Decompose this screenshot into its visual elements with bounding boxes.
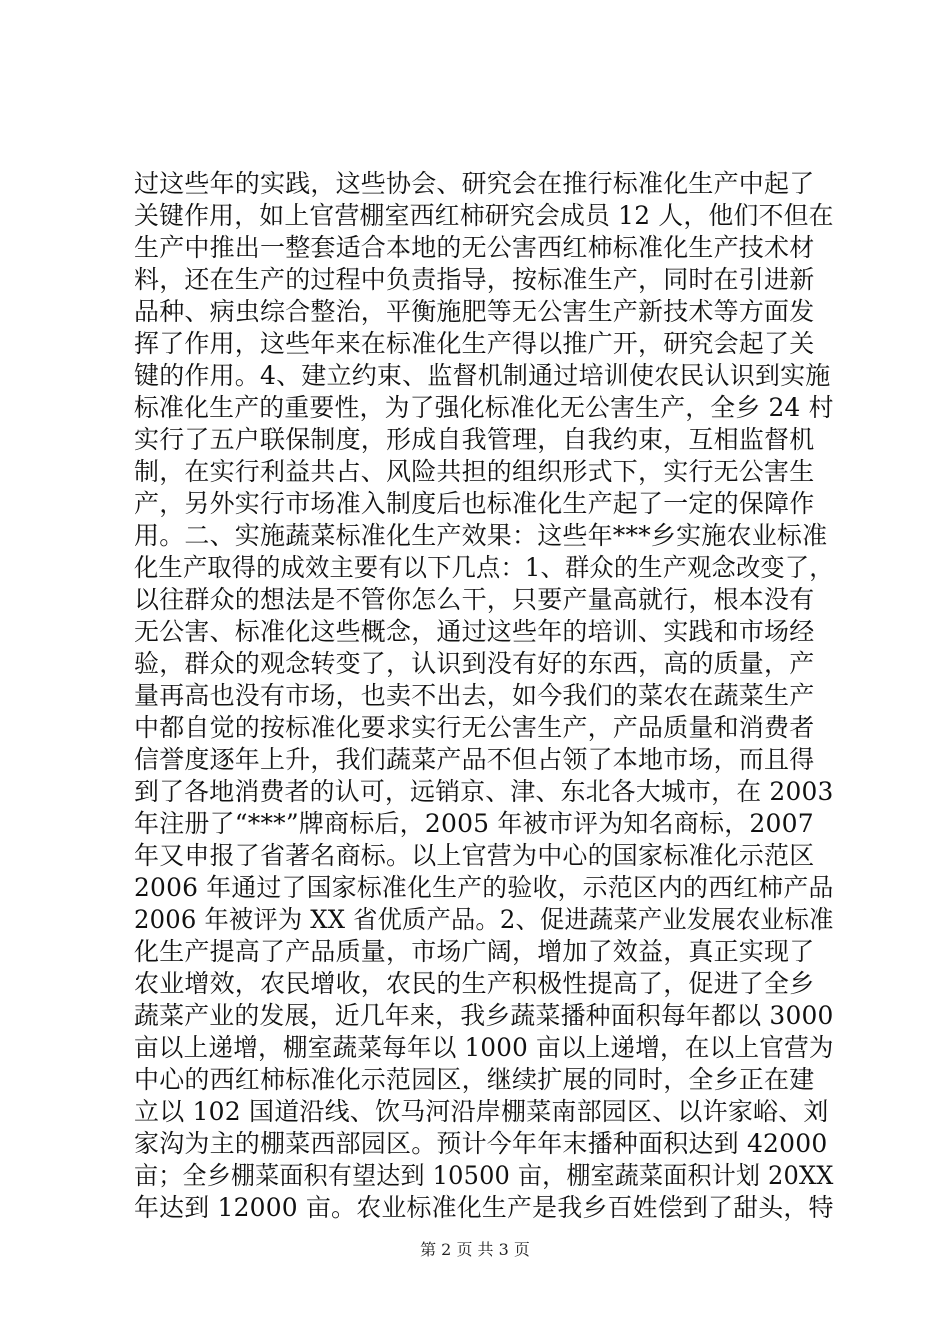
text-line: 实行了五户联保制度，形成自我管理，自我约束，互相监督机 [134, 425, 815, 454]
text-line: 关键作用，如上官营棚室西红柿研究会成员 12 人，他们不但在 [134, 201, 834, 230]
text-line: 品种、病虫综合整治，平衡施肥等无公害生产新技术等方面发 [134, 297, 815, 326]
body-text [134, 168, 834, 1224]
text-line: 验，群众的观念转变了，认识到没有好的东西，高的质量，产 [134, 649, 815, 678]
text-line: 无公害、标准化这些概念，通过这些年的培训、实践和市场经 [134, 617, 815, 646]
text-line: 到了各地消费者的认可，远销京、津、东北各大城市，在 2003 [134, 777, 834, 806]
text-line: 年又申报了省著名商标。以上官营为中心的国家标准化示范区 [134, 841, 815, 870]
text-line: 蔬菜产业的发展，近几年来，我乡蔬菜播种面积每年都以 3000 [134, 1001, 834, 1030]
text-line: 年注册了“***”牌商标后，2005 年被市评为知名商标，2007 [134, 809, 814, 838]
text-line: 亩以上递增，棚室蔬菜每年以 1000 亩以上递增，在以上官营为 [134, 1033, 834, 1062]
text-line: 过这些年的实践，这些协会、研究会在推行标准化生产中起了 [134, 169, 815, 198]
text-line: 农业增效，农民增收，农民的生产积极性提高了，促进了全乡 [134, 969, 815, 998]
text-line: 中都自觉的按标准化要求实行无公害生产，产品质量和消费者 [134, 713, 815, 742]
text-line: 亩；全乡棚菜面积有望达到 10500 亩，棚室蔬菜面积计划 20XX [134, 1161, 834, 1190]
text-line: 化生产取得的成效主要有以下几点：1、群众的生产观念改变了， [134, 553, 834, 582]
text-line: 量再高也没有市场，也卖不出去，如今我们的菜农在蔬菜生产 [134, 681, 815, 710]
text-line: 2006 年被评为 XX 省优质产品。2、促进蔬菜产业发展农业标准 [134, 905, 834, 934]
text-line: 中心的西红柿标准化示范园区，继续扩展的同时，全乡正在建 [134, 1065, 815, 1094]
text-line: 键的作用。4、建立约束、监督机制通过培训使农民认识到实施 [134, 361, 831, 390]
text-line: 2006 年通过了国家标准化生产的验收，示范区内的西红柿产品 [134, 873, 834, 902]
text-line: 以往群众的想法是不管你怎么干，只要产量高就行，根本没有 [134, 585, 815, 614]
text-line: 年达到 12000 亩。农业标准化生产是我乡百姓偿到了甜头，特 [134, 1193, 834, 1222]
text-line: 信誉度逐年上升，我们蔬菜产品不但占领了本地市场，而且得 [134, 745, 815, 774]
text-line: 标准化生产的重要性，为了强化标准化无公害生产，全乡 24 村 [134, 393, 834, 422]
page-footer: 第 2 页 共 3 页 [420, 1240, 530, 1259]
text-line: 家沟为主的棚菜西部园区。预计今年年末播种面积达到 42000 [134, 1129, 828, 1158]
text-line: 制，在实行利益共占、风险共担的组织形式下，实行无公害生 [134, 457, 815, 486]
text-line: 料，还在生产的过程中负责指导，按标准生产，同时在引进新 [134, 265, 815, 294]
text-line: 产，另外实行市场准入制度后也标准化生产起了一定的保障作 [134, 489, 815, 518]
text-line: 生产中推出一整套适合本地的无公害西红柿标准化生产技术材 [134, 233, 815, 262]
text-line: 化生产提高了产品质量，市场广阔，增加了效益，真正实现了 [134, 937, 815, 966]
text-line: 立以 102 国道沿线、饮马河沿岸棚菜南部园区、以许家峪、刘 [134, 1097, 829, 1126]
text-line: 用。二、实施蔬菜标准化生产效果：这些年***乡实施农业标准 [134, 521, 828, 550]
text-line: 挥了作用，这些年来在标准化生产得以推广开，研究会起了关 [134, 329, 815, 358]
